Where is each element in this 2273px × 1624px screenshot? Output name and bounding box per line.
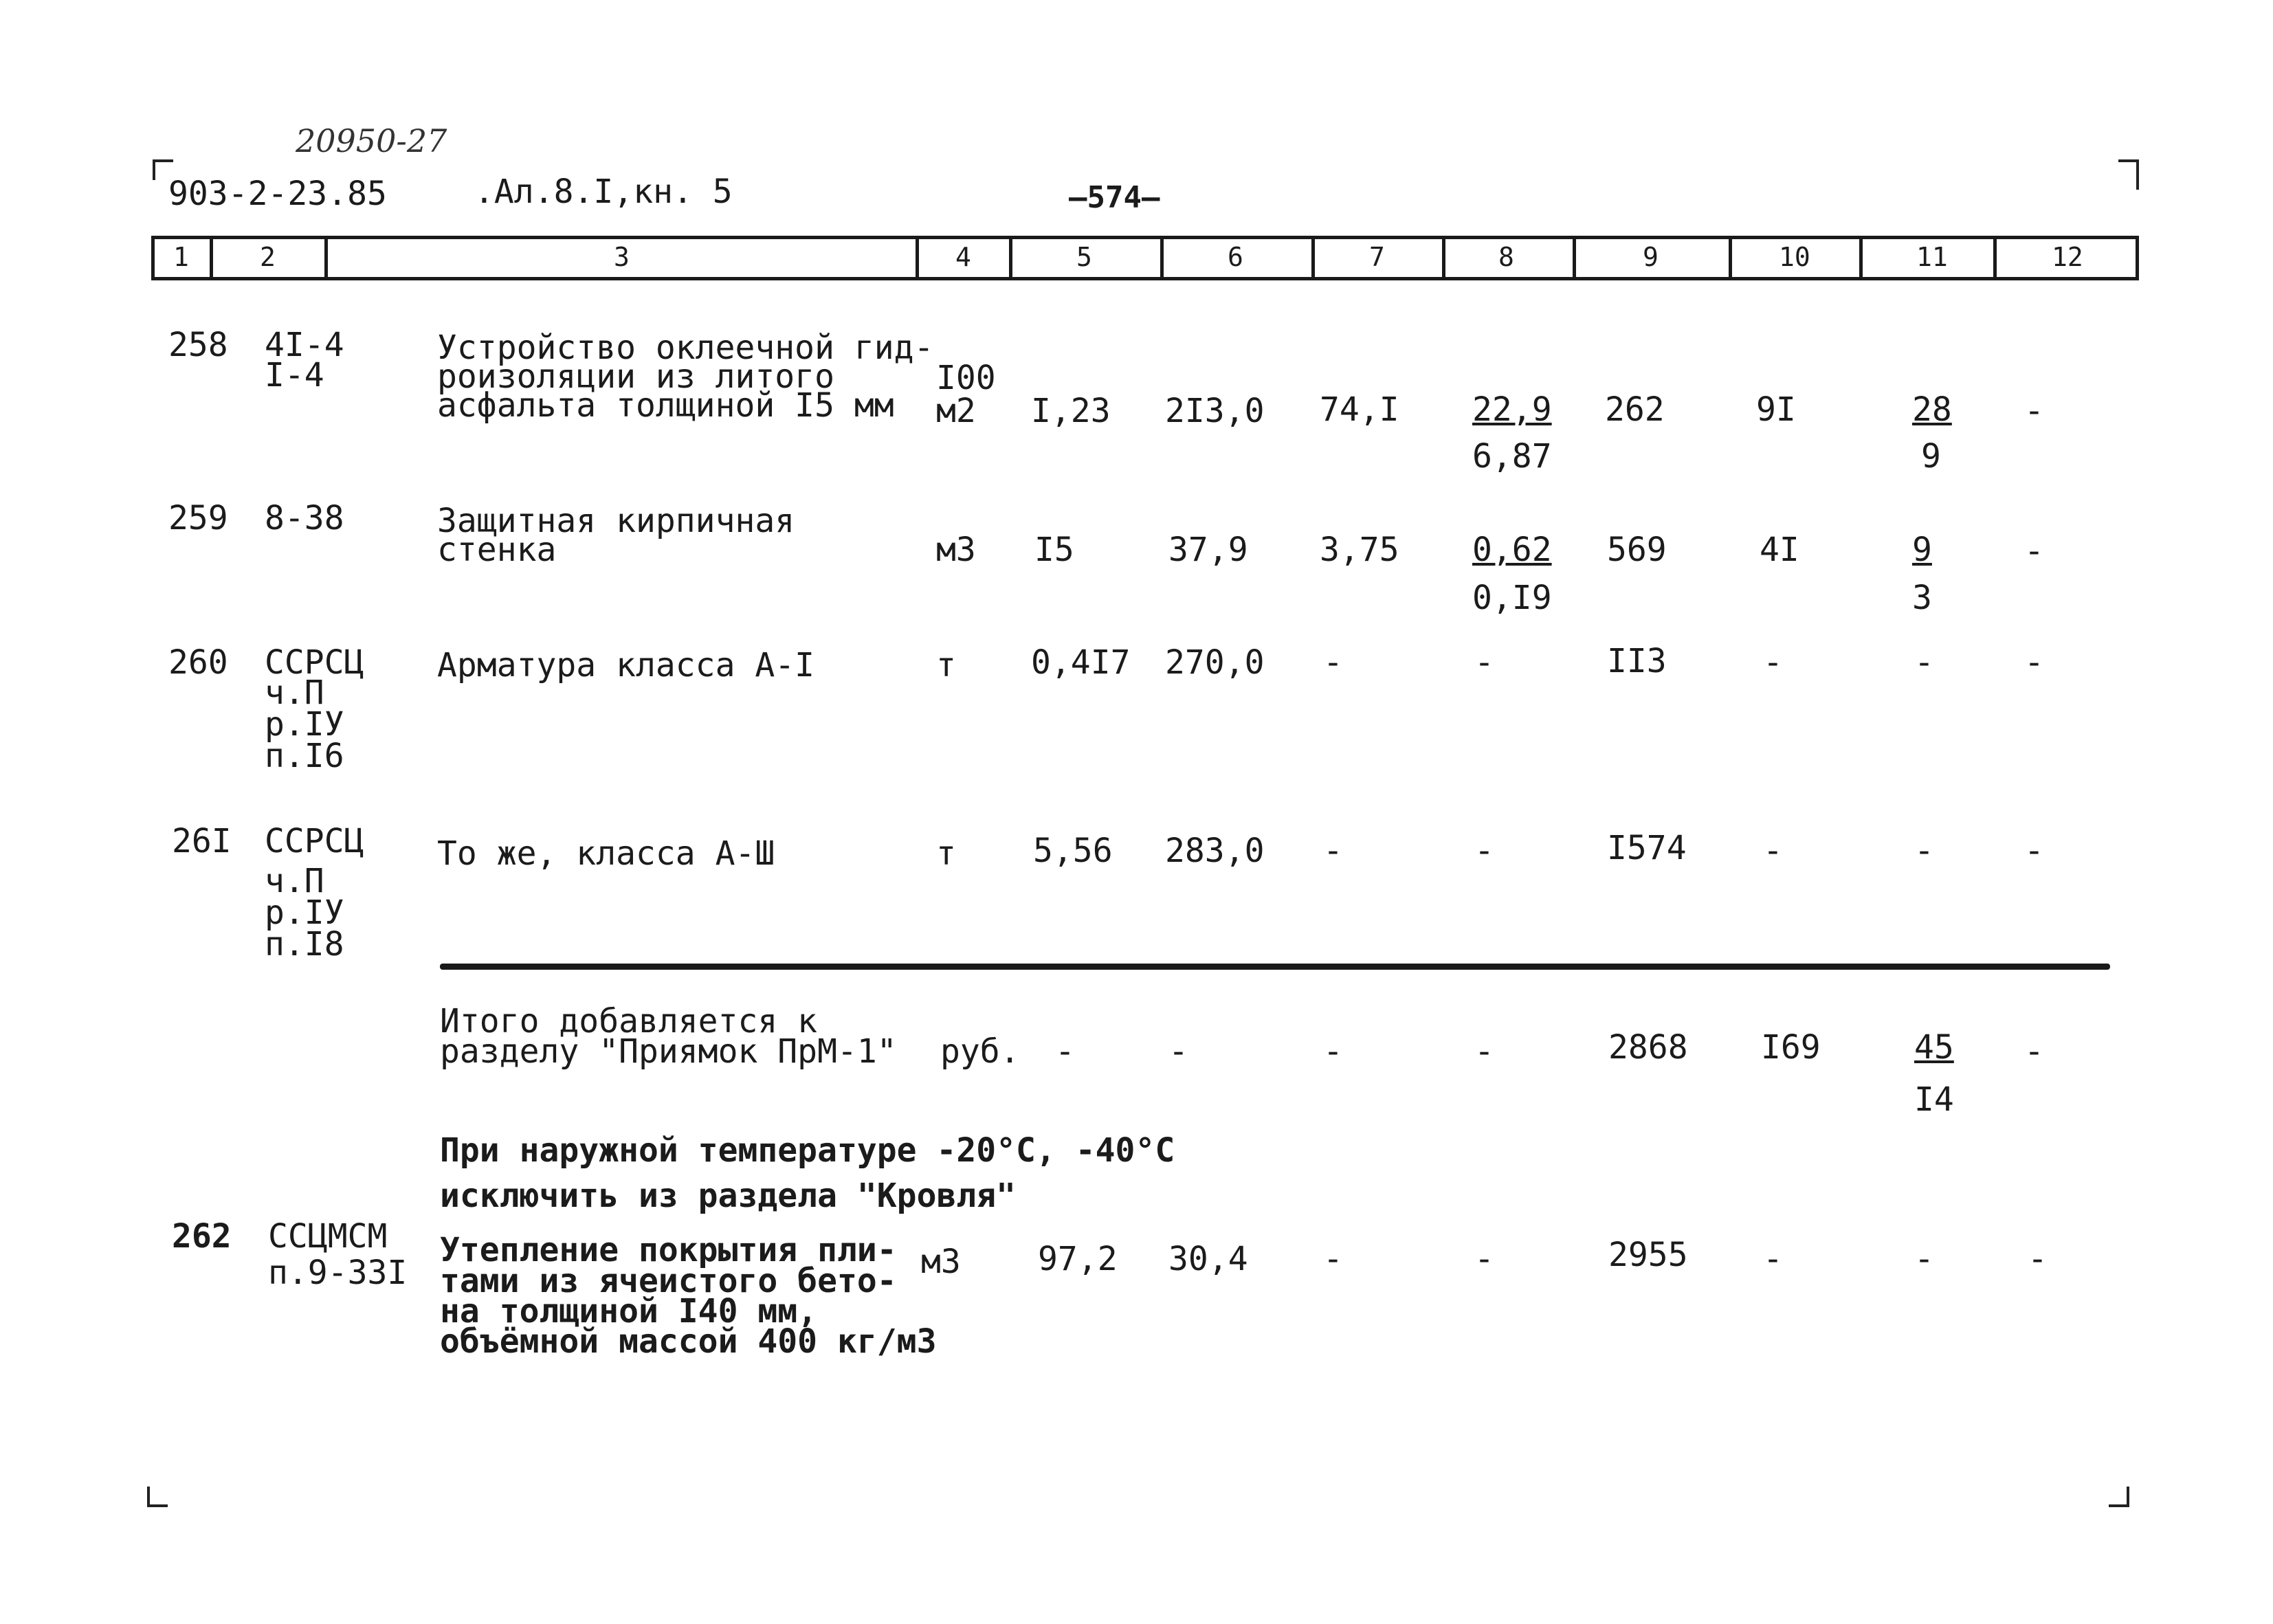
column-divider (1160, 236, 1164, 280)
work-description: роизоляции из литого (437, 357, 834, 396)
total-cost: 569 (1607, 531, 1667, 569)
rate-code: ССЦМСМ (268, 1217, 388, 1256)
column-10-value: 9I (1756, 390, 1796, 429)
rate-code: 4I-4 (265, 326, 344, 364)
rate-code: 8-38 (265, 499, 344, 537)
column-12-value: - (2024, 643, 2044, 682)
column-11-value: 9 (1912, 531, 1932, 569)
column-12-value: - (2028, 1240, 2048, 1278)
document-code: 903-2-23.85 (168, 175, 387, 213)
rate-code: ч.П (265, 674, 324, 712)
unit: т (936, 834, 956, 873)
column-header-strip (151, 236, 2139, 280)
column-header-8: 8 (1498, 242, 1514, 272)
total-column-11-subvalue: I4 (1914, 1080, 1954, 1119)
total-column-7: - (1323, 1032, 1343, 1071)
unit: т (936, 646, 956, 685)
total-column-6: - (1168, 1032, 1188, 1071)
row-number: 262 (172, 1217, 232, 1256)
column-divider (324, 236, 328, 280)
quantity: I,23 (1031, 392, 1111, 430)
column-12-value: - (2024, 832, 2044, 870)
work-description: Утепление покрытия пли- (440, 1231, 897, 1269)
rate-code: I-4 (265, 356, 324, 394)
column-divider (210, 236, 213, 280)
total-cost: I574 (1607, 829, 1687, 867)
work-description: стенка (437, 531, 557, 569)
rate-code: р.IУ (265, 893, 344, 932)
column-header-11: 11 (1916, 242, 1948, 272)
work-description: Арматура класса А-I (437, 646, 815, 685)
total-cost: 262 (1605, 390, 1665, 429)
column-divider (1859, 236, 1863, 280)
rate-code: р.IУ (265, 705, 344, 744)
unit: м3 (936, 531, 976, 569)
total-column-11: 45 (1914, 1028, 1954, 1067)
rate-code: п.I6 (265, 737, 344, 775)
column-10-value: - (1763, 643, 1783, 682)
section-divider (440, 964, 2110, 970)
column-10-value: - (1763, 832, 1783, 870)
work-description: объёмной массой 400 кг/м3 (440, 1322, 937, 1361)
temperature-note: При наружной температуре -20°С, -40°С (440, 1131, 1175, 1170)
rate-code: п.I8 (265, 925, 344, 964)
corner-mark-top-right (2118, 159, 2139, 190)
column-divider (916, 236, 919, 280)
work-description: Устройство оклеечной гид- (437, 329, 934, 367)
unit-cost: 30,4 (1168, 1240, 1248, 1278)
unit-cost: 37,9 (1168, 531, 1248, 569)
unit: м3 (921, 1243, 961, 1281)
row-number: 260 (168, 643, 228, 682)
quantity: 5,56 (1033, 832, 1113, 870)
column-7-value: 3,75 (1320, 531, 1399, 569)
handwritten-archive-number: 20950-27 (296, 122, 447, 159)
column-8-subvalue: 6,87 (1472, 437, 1552, 476)
column-8-value: - (1474, 643, 1494, 682)
column-divider (1993, 236, 1997, 280)
column-header-6: 6 (1228, 242, 1243, 272)
total-column-5: - (1055, 1032, 1075, 1071)
row-number: 259 (168, 499, 228, 537)
work-description: Защитная кирпичная (437, 502, 795, 540)
quantity: I5 (1034, 531, 1074, 569)
rate-code: ССРСЦ (265, 643, 364, 682)
total-cost: 2955 (1608, 1236, 1688, 1274)
column-11-subvalue: 9 (1921, 437, 1941, 476)
total-description: разделу "Приямок ПрМ-1" (440, 1032, 897, 1071)
rate-code: ССРСЦ (265, 822, 364, 860)
column-7-value: - (1323, 1240, 1343, 1278)
rate-code: п.9-33I (268, 1254, 408, 1292)
column-10-value: - (1763, 1240, 1783, 1278)
column-7-value: - (1323, 643, 1343, 682)
column-divider (1573, 236, 1576, 280)
column-header-2: 2 (260, 242, 276, 272)
column-header-9: 9 (1643, 242, 1659, 272)
quantity: 97,2 (1038, 1240, 1118, 1278)
total-cost: II3 (1607, 642, 1667, 680)
column-12-value: - (2024, 392, 2044, 430)
total-column-12: - (2024, 1032, 2044, 1071)
work-description: асфальта толщиной I5 мм (437, 386, 894, 425)
column-divider (1009, 236, 1012, 280)
column-divider (1442, 236, 1445, 280)
column-header-7: 7 (1369, 242, 1385, 272)
column-divider (1729, 236, 1732, 280)
total-column-8: - (1474, 1032, 1494, 1071)
unit-cost: 2I3,0 (1165, 392, 1265, 430)
column-divider (1311, 236, 1315, 280)
column-8-subvalue: 0,I9 (1472, 579, 1552, 617)
page-number: —574— (1069, 180, 1160, 215)
column-8-value: 0,62 (1472, 531, 1552, 569)
exclusion-note: исключить из раздела "Кровля" (440, 1177, 1017, 1215)
column-12-value: - (2024, 532, 2044, 570)
total-description: Итого добавляется к (440, 1002, 818, 1041)
row-number: 258 (168, 326, 228, 364)
column-header-3: 3 (614, 242, 630, 272)
column-11-value: - (1914, 832, 1934, 870)
page-number-value: 574 (1087, 180, 1142, 215)
column-10-value: 4I (1760, 531, 1799, 569)
column-header-1: 1 (173, 242, 189, 272)
column-11-subvalue: 3 (1912, 579, 1932, 617)
column-11-value: - (1914, 643, 1934, 682)
work-description: То же, класса А-Ш (437, 834, 775, 873)
column-header-5: 5 (1076, 242, 1092, 272)
work-description: на толщиной I40 мм, (440, 1292, 818, 1331)
column-8-value: - (1474, 1240, 1494, 1278)
column-7-value: - (1323, 832, 1343, 870)
unit-cost: 283,0 (1165, 832, 1265, 870)
total-unit: руб. (940, 1032, 1020, 1071)
total-cost: 2868 (1608, 1028, 1688, 1067)
unit-cost: 270,0 (1165, 643, 1265, 682)
corner-mark-bottom-left (147, 1487, 168, 1507)
column-8-value: 22,9 (1472, 390, 1552, 429)
album-reference: .Ал.8.I,кн. 5 (474, 173, 733, 211)
row-number: 26I (172, 822, 232, 860)
quantity: 0,4I7 (1031, 643, 1131, 682)
total-column-10: I69 (1761, 1028, 1821, 1067)
column-7-value: 74,I (1320, 390, 1399, 429)
column-header-12: 12 (2052, 242, 2083, 272)
column-header-4: 4 (955, 242, 971, 272)
unit: м2 (936, 392, 976, 430)
column-11-value: 28 (1912, 390, 1952, 429)
unit: I00 (936, 359, 996, 397)
column-8-value: - (1474, 832, 1494, 870)
work-description: тами из ячеистого бето- (440, 1262, 897, 1300)
column-11-value: - (1914, 1240, 1934, 1278)
rate-code: ч.П (265, 862, 324, 900)
column-header-10: 10 (1779, 242, 1810, 272)
corner-mark-bottom-right (2109, 1487, 2129, 1507)
